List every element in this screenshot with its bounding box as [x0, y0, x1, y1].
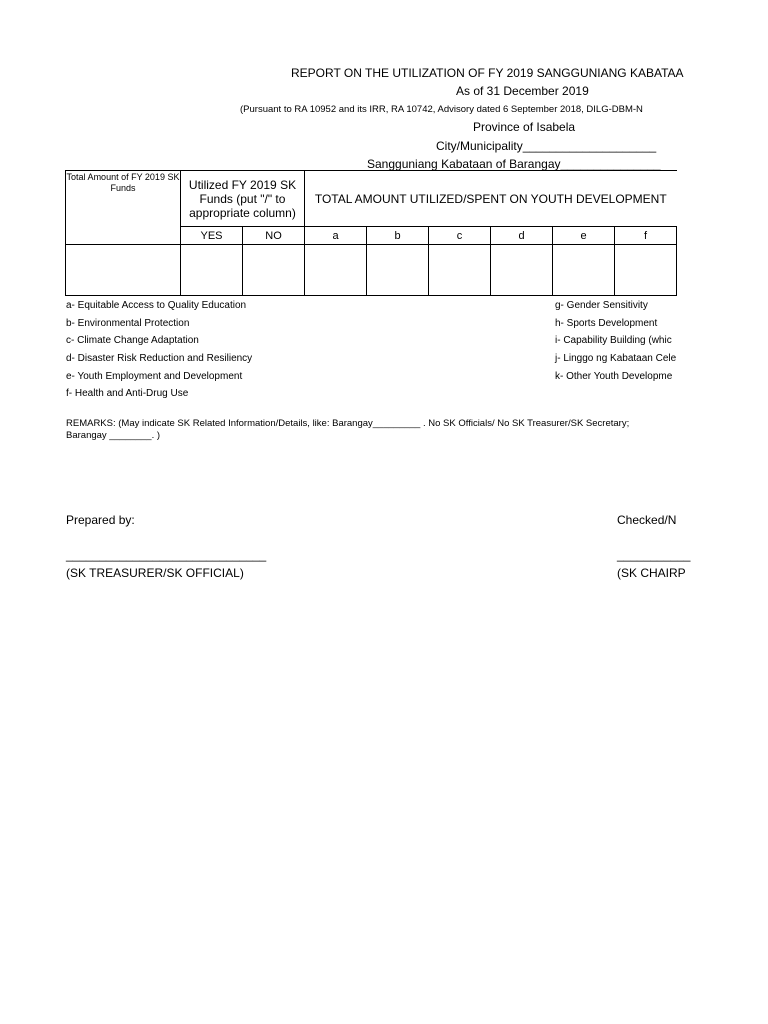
checked-by-label: Checked/N — [617, 513, 677, 527]
no-header: NO — [243, 227, 305, 245]
category-b: b- Environmental Protection — [66, 318, 190, 329]
utilized-header: Utilized FY 2019 SK Funds (put "/" to appropriate column) — [181, 171, 305, 227]
total-amount-header: Total Amount of FY 2019 SK Funds — [66, 171, 181, 245]
yes-cell[interactable] — [181, 245, 243, 296]
yes-header: YES — [181, 227, 243, 245]
category-f: f- Health and Anti-Drug Use — [66, 388, 189, 399]
column-e-header: e — [553, 227, 615, 245]
column-d-cell[interactable] — [491, 245, 553, 296]
city-line: City/Municipality____________________ — [436, 139, 657, 153]
as-of-date: As of 31 December 2019 — [456, 84, 589, 98]
column-a-cell[interactable] — [305, 245, 367, 296]
checked-signature-line: ___________ — [617, 548, 691, 562]
remarks-block — [66, 418, 686, 442]
column-c-cell[interactable] — [429, 245, 491, 296]
prepared-by-label: Prepared by: — [66, 513, 135, 527]
column-e-cell[interactable] — [553, 245, 615, 296]
column-b-header: b — [367, 227, 429, 245]
column-c-header: c — [429, 227, 491, 245]
column-a-header: a — [305, 227, 367, 245]
report-title: REPORT ON THE UTILIZATION OF FY 2019 SANGGUNIANG KABATAA — [291, 66, 684, 80]
spent-header: TOTAL AMOUNT UTILIZED/SPENT ON YOUTH DEVELOPMENT — [305, 171, 677, 227]
pursuant-note: (Pursuant to RA 10952 and its IRR, RA 10742, Advisory dated 6 September 2018, DILG-DBM-N — [240, 104, 643, 115]
column-f-cell[interactable] — [615, 245, 677, 296]
category-h: h- Sports Development — [555, 318, 658, 329]
table-data-row — [66, 245, 677, 296]
category-i: i- Capability Building (whic — [555, 335, 672, 346]
prepared-signature-line: ______________________________ — [66, 548, 267, 562]
barangay-line: Sangguniang Kabataan of Barangay_______________ — [367, 157, 661, 171]
checked-role: (SK CHAIRP — [617, 566, 686, 580]
column-d-header: d — [491, 227, 553, 245]
category-e: e- Youth Employment and Development — [66, 371, 243, 382]
remarks-line-1: REMARKS: (May indicate SK Related Information/Details, like: Barangay_________ . No SK Officials/ No SK Treasurer/SK Secretary; — [66, 418, 630, 429]
category-d: d- Disaster Risk Reduction and Resiliency — [66, 353, 253, 364]
remarks-line-2: Barangay ________. ) — [66, 430, 161, 441]
province-line: Province of Isabela — [473, 120, 576, 134]
category-a: a- Equitable Access to Quality Education — [66, 300, 247, 311]
category-g: g- Gender Sensitivity — [555, 300, 648, 311]
prepared-role: (SK TREASURER/SK OFFICIAL) — [66, 566, 244, 580]
total-amount-cell[interactable] — [66, 245, 181, 296]
no-cell[interactable] — [243, 245, 305, 296]
category-j: j- Linggo ng Kabataan Cele — [555, 353, 677, 364]
utilization-table — [65, 170, 677, 296]
column-b-cell[interactable] — [367, 245, 429, 296]
column-f-header: f — [615, 227, 677, 245]
category-k: k- Other Youth Developme — [555, 371, 673, 382]
category-c: c- Climate Change Adaptation — [66, 335, 199, 346]
